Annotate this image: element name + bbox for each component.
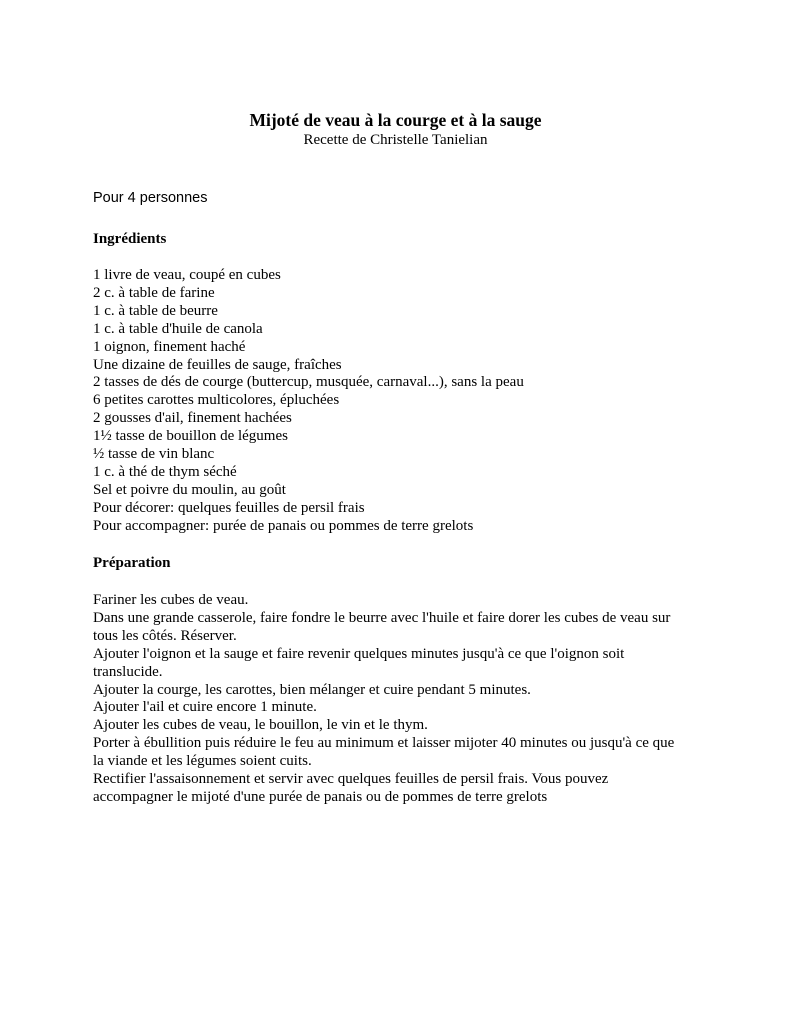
recipe-title: Mijoté de veau à la courge et à la sauge <box>249 110 542 130</box>
ingredient-item: 2 tasses de dés de courge (buttercup, musquée, carnaval...), sans la peau <box>93 374 524 391</box>
preparation-line: la viande et les légumes soient cuits. <box>93 753 312 770</box>
preparation-line: Ajouter l'ail et cuire encore 1 minute. <box>93 699 317 716</box>
ingredient-item: Pour décorer: quelques feuilles de persil frais <box>93 499 365 516</box>
preparation-line: tous les côtés. Réserver. <box>93 627 237 644</box>
ingredient-item: 1 c. à thé de thym séché <box>93 463 237 480</box>
preparation-line: accompagner le mijoté d'une purée de panais ou de pommes de terre grelots <box>93 788 548 805</box>
ingredient-item: 1 oignon, finement haché <box>93 338 246 355</box>
ingredient-item: 1 c. à table de beurre <box>93 302 218 319</box>
ingredient-item: ½ tasse de vin blanc <box>93 446 215 463</box>
preparation-line: translucide. <box>93 663 163 680</box>
preparation-line: Rectifier l'assaisonnement et servir avec quelques feuilles de persil frais. Vous pouvez <box>93 771 609 788</box>
ingredient-item: Une dizaine de feuilles de sauge, fraîches <box>93 356 342 373</box>
preparation-line: Porter à ébullition puis réduire le feu au minimum et laisser mijoter 40 minutes ou jusqu'à ce que <box>93 735 675 752</box>
recipe-author: Recette de Christelle Tanielian <box>303 132 488 148</box>
preparation-steps <box>93 592 713 807</box>
ingredient-item: Pour accompagner: purée de panais ou pommes de terre grelots <box>93 517 474 534</box>
servings-text: Pour 4 personnes <box>93 190 208 206</box>
preparation-line: Ajouter la courge, les carottes, bien mélanger et cuire pendant 5 minutes. <box>93 681 531 698</box>
ingredient-item: 1 c. à table d'huile de canola <box>93 320 263 337</box>
ingredient-item: 1 livre de veau, coupé en cubes <box>93 267 281 283</box>
preparation-line: Dans une grande casserole, faire fondre le beurre avec l'huile et faire dorer les cubes de veau sur <box>93 609 671 626</box>
ingredient-item: 1½ tasse de bouillon de légumes <box>93 428 288 445</box>
ingredient-item: 2 c. à table de farine <box>93 284 215 301</box>
preparation-line: Ajouter l'oignon et la sauge et faire revenir quelques minutes jusqu'à ce que l'oignon soit <box>93 645 625 662</box>
ingredients-heading: Ingrédients <box>93 231 167 247</box>
ingredients-list <box>93 267 713 536</box>
preparation-line: Fariner les cubes de veau. <box>93 592 249 608</box>
ingredient-item: 2 gousses d'ail, finement hachées <box>93 410 292 427</box>
ingredient-item: Sel et poivre du moulin, au goût <box>93 481 286 498</box>
preparation-line: Ajouter les cubes de veau, le bouillon, le vin et le thym. <box>93 717 428 734</box>
preparation-heading: Préparation <box>93 555 171 571</box>
ingredient-item: 6 petites carottes multicolores, épluchées <box>93 392 340 409</box>
